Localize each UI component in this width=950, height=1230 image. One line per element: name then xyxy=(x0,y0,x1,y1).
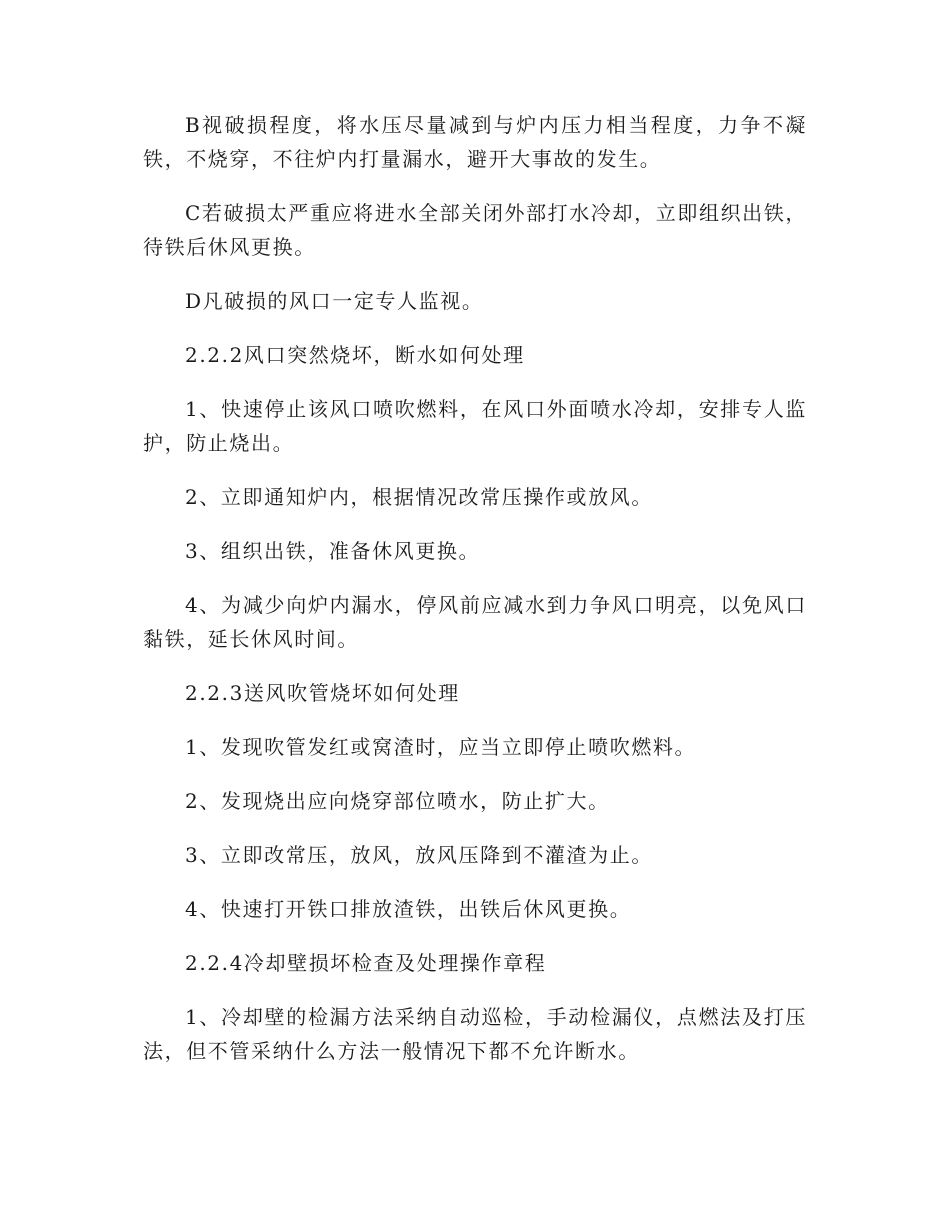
section-heading-2-2-4: 2.2.4冷却壁损坏检查及处理操作章程 xyxy=(185,951,547,975)
list-item: 2、发现烧出应向烧穿部位喷水，防止扩大。 xyxy=(185,789,610,813)
paragraph-b-damage-degree: B视破损程度，将水压尽量减到与炉内压力相当程度，力争不凝铁，不烧穿，不往炉内打量漏水，避开大事故的发生。 xyxy=(143,113,807,171)
list-item: 3、组织出铁，准备休风更换。 xyxy=(185,539,481,563)
list-item: 4、为减少向炉内漏水，停风前应减水到力争风口明亮，以免风口黏铁，延长休风时间。 xyxy=(143,593,807,651)
list-item: 2、立即通知炉内，根据情况改常压操作或放风。 xyxy=(185,485,653,509)
section-heading-2-2-3: 2.2.3送风吹管烧坏如何处理 xyxy=(185,681,460,705)
list-item: 1、冷却壁的检漏方法采纳自动巡检，手动检漏仪，点燃法及打压法，但不管采纳什么方法一般情况下都不允许断水。 xyxy=(143,1005,807,1063)
list-item: 1、快速停止该风口喷吹燃料，在风口外面喷水冷却，安排专人监护，防止烧出。 xyxy=(143,397,807,455)
list-item: 1、发现吹管发红或窝渣时，应当立即停止喷吹燃料。 xyxy=(185,735,697,759)
list-item: 4、快速打开铁口排放渣铁，出铁后休风更换。 xyxy=(185,897,632,921)
section-heading-2-2-2: 2.2.2风口突然烧坏，断水如何处理 xyxy=(185,343,525,367)
document-body xyxy=(143,108,807,1088)
paragraph-c-severe-damage: C若破损太严重应将进水全部关闭外部打水冷却，立即组织出铁，待铁后休风更换。 xyxy=(143,201,807,259)
paragraph-d-monitoring: D凡破损的风口一定专人监视。 xyxy=(185,289,484,313)
list-item: 3、立即改常压，放风，放风压降到不灌渣为止。 xyxy=(185,843,653,867)
